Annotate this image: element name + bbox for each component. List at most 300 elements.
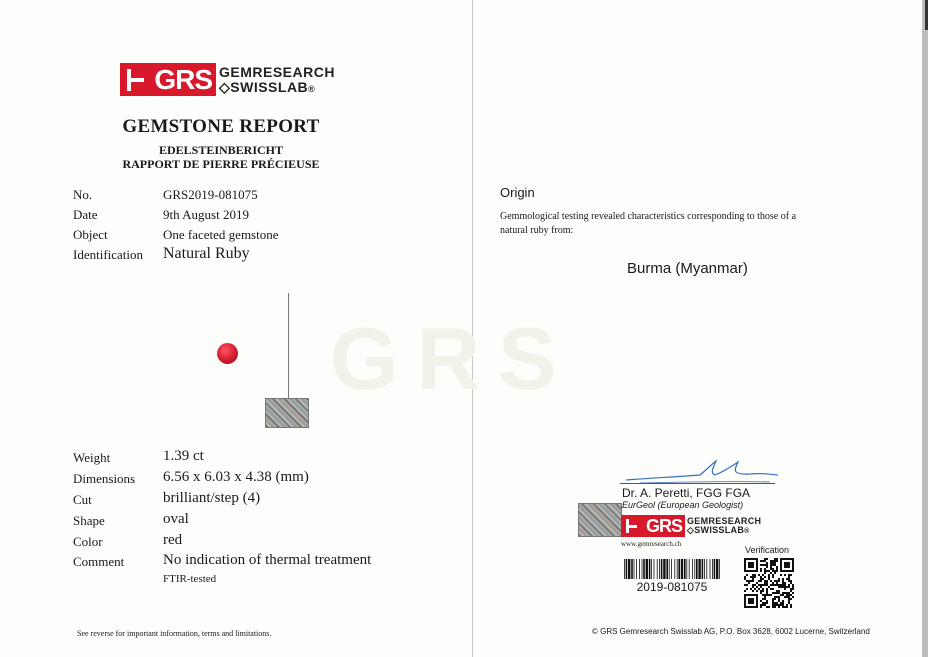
qr-module [766, 602, 768, 604]
qr-module [784, 564, 786, 566]
qr-module [774, 558, 776, 560]
qr-module [784, 586, 786, 588]
barcode-bar [654, 559, 655, 579]
qr-module [748, 564, 750, 566]
qr-module [786, 578, 788, 580]
qr-module [760, 584, 762, 586]
barcode-bar [702, 559, 704, 579]
qr-module [782, 606, 784, 608]
barcode-bar [684, 559, 686, 579]
qr-module [776, 604, 778, 606]
qr-module [782, 586, 784, 588]
qr-module [756, 586, 758, 588]
qr-module [752, 558, 754, 560]
qr-module [754, 606, 756, 608]
barcode-bar [710, 559, 711, 579]
qr-module [790, 590, 792, 592]
qr-module [772, 562, 774, 564]
barcode-bar [631, 559, 633, 579]
qr-module [744, 600, 746, 602]
qr-module [784, 588, 786, 590]
qr-module [744, 564, 746, 566]
qr-module [772, 600, 774, 602]
footer-right: © GRS Gemresearch Swisslab AG, P.O. Box 3628, 6002 Lucerne, Switzerland [592, 627, 870, 636]
barcode-bar [626, 559, 628, 579]
qr-module [780, 574, 782, 576]
hologram-seal-small [578, 503, 622, 537]
qr-module [778, 604, 780, 606]
qr-module [750, 564, 752, 566]
qr-module [752, 590, 754, 592]
qr-module [790, 570, 792, 572]
qr-module [780, 594, 782, 596]
qr-module [792, 584, 794, 586]
qr-module [772, 604, 774, 606]
qr-module [764, 572, 766, 574]
qr-module [750, 600, 752, 602]
qr-module [766, 566, 768, 568]
qr-module [766, 606, 768, 608]
barcode-bar [651, 559, 652, 579]
qr-module [792, 586, 794, 588]
qr-module [750, 594, 752, 596]
qr-module [764, 582, 766, 584]
qr-module [780, 558, 782, 560]
qr-module [770, 562, 772, 564]
qr-module [788, 566, 790, 568]
qr-module [752, 562, 754, 564]
barcode-bar [692, 559, 693, 579]
qr-module [746, 606, 748, 608]
qr-module [752, 564, 754, 566]
qr-module [764, 594, 766, 596]
qr-module [790, 598, 792, 600]
qr-module [772, 560, 774, 562]
barcode-bar [661, 559, 663, 579]
qr-module [788, 596, 790, 598]
qr-module [770, 588, 772, 590]
barcode-bar [649, 559, 651, 579]
qr-module [756, 606, 758, 608]
qr-module [788, 570, 790, 572]
qr-module [792, 566, 794, 568]
prop-value-weight: 1.39 ct [163, 448, 204, 464]
qr-module [768, 574, 770, 576]
qr-module [784, 566, 786, 568]
qr-module [772, 574, 774, 576]
qr-module [760, 564, 762, 566]
qr-module [748, 582, 750, 584]
qr-module [784, 574, 786, 576]
qr-module [788, 584, 790, 586]
qr-module [776, 590, 778, 592]
barcode-bar [681, 559, 683, 579]
qr-module [756, 570, 758, 572]
qr-module [770, 568, 772, 570]
qr-module [750, 566, 752, 568]
qr-module [754, 584, 756, 586]
signature-stroke [626, 461, 778, 480]
qr-module [764, 576, 766, 578]
detail-label-object: Object [73, 227, 108, 242]
qr-module [756, 602, 758, 604]
qr-module [764, 564, 766, 566]
qr-module [790, 582, 792, 584]
qr-module [762, 604, 764, 606]
qr-module [776, 570, 778, 572]
signature [620, 458, 780, 486]
barcode-bar [678, 559, 680, 579]
barcode-bar [666, 559, 668, 579]
barcode-bar [624, 559, 625, 579]
qr-module [772, 602, 774, 604]
barcode-bar [646, 559, 648, 579]
qr-module [762, 560, 764, 562]
qr-module [774, 606, 776, 608]
qr-module [752, 576, 754, 578]
barcode-bar [657, 559, 658, 579]
qr-module [754, 588, 756, 590]
qr-module [778, 586, 780, 588]
qr-module [766, 582, 768, 584]
qr-module [784, 596, 786, 598]
qr-module [762, 594, 764, 596]
qr-module [762, 588, 764, 590]
signatory-title: EurGeol (European Geologist) [622, 500, 744, 510]
prop-label-color: Color [73, 534, 103, 549]
qr-module [760, 590, 762, 592]
barcode-bar [706, 559, 707, 579]
qr-module [774, 572, 776, 574]
qr-module [788, 564, 790, 566]
qr-module [776, 560, 778, 562]
qr-module [790, 594, 792, 596]
qr-module [780, 566, 782, 568]
signature-line [620, 483, 775, 484]
qr-module [752, 594, 754, 596]
qr-module [752, 584, 754, 586]
qr-module [780, 562, 782, 564]
qr-module [792, 560, 794, 562]
qr-module [752, 578, 754, 580]
qr-module [788, 594, 790, 596]
signatory-name: Dr. A. Peretti, FGG FGA [622, 486, 751, 500]
detail-label-date: Date [73, 207, 98, 222]
qr-module [782, 570, 784, 572]
detail-value-date: 9th August 2019 [163, 207, 249, 222]
verification-label: Verification [745, 545, 790, 555]
qr-module [760, 592, 762, 594]
barcode-bar [719, 559, 720, 579]
qr-module [766, 592, 768, 594]
qr-module [744, 558, 746, 560]
qr-module [778, 590, 780, 592]
qr-module [760, 568, 762, 570]
qr-module [762, 564, 764, 566]
qr-module [746, 588, 748, 590]
qr-module [786, 592, 788, 594]
qr-module [778, 578, 780, 580]
qr-module [782, 594, 784, 596]
qr-module [772, 576, 774, 578]
qr-module [766, 588, 768, 590]
qr-module [776, 592, 778, 594]
qr-module [752, 606, 754, 608]
qr-module [744, 562, 746, 564]
qr-module [764, 580, 766, 582]
qr-module [774, 570, 776, 572]
qr-module [788, 600, 790, 602]
qr-module [744, 584, 746, 586]
qr-module [764, 568, 766, 570]
qr-module [752, 586, 754, 588]
qr-module [756, 596, 758, 598]
qr-module [778, 592, 780, 594]
qr-module [756, 562, 758, 564]
qr-module [776, 596, 778, 598]
pointer-line [288, 293, 289, 405]
qr-module [766, 564, 768, 566]
logo-small-line-1: GEMRESEARCH [687, 515, 762, 526]
qr-module [770, 566, 772, 568]
qr-module [762, 590, 764, 592]
qr-module [774, 560, 776, 562]
qr-module [772, 570, 774, 572]
logo-line-2: ◇SWISSLAB® [219, 78, 316, 95]
qr-module [764, 598, 766, 600]
barcode-bar [698, 559, 700, 579]
qr-module [776, 580, 778, 582]
qr-module [770, 572, 772, 574]
qr-module [784, 606, 786, 608]
qr-module [786, 564, 788, 566]
qr-module [744, 596, 746, 598]
qr-module [756, 564, 758, 566]
barcode-bar [628, 559, 630, 579]
barcode-bar [694, 559, 695, 579]
report-subtitle-fr: RAPPORT DE PIERRE PRÉCIEUSE [122, 157, 320, 171]
qr-module [758, 580, 760, 582]
swiss-cross-icon [124, 69, 146, 91]
qr-module [744, 576, 746, 578]
qr-module [788, 602, 790, 604]
qr-module [774, 596, 776, 598]
qr-module [782, 582, 784, 584]
qr-module [774, 564, 776, 566]
qr-module [792, 570, 794, 572]
qr-module [756, 568, 758, 570]
qr-code[interactable] [744, 558, 794, 608]
diamond-icon: ◇ [687, 525, 695, 535]
qr-module [744, 560, 746, 562]
qr-module [766, 584, 768, 586]
qr-module [766, 570, 768, 572]
qr-module [784, 582, 786, 584]
ruby-photo [217, 343, 238, 364]
qr-module [764, 596, 766, 598]
qr-module [790, 558, 792, 560]
qr-module [756, 594, 758, 596]
qr-module [764, 584, 766, 586]
prop-value-cut: brilliant/step (4) [163, 490, 261, 506]
qr-module [744, 602, 746, 604]
qr-module [788, 586, 790, 588]
qr-module [756, 590, 758, 592]
qr-module [756, 600, 758, 602]
qr-module [752, 580, 754, 582]
barcode-number: 2019-081075 [636, 580, 708, 594]
qr-module [746, 594, 748, 596]
qr-module [776, 566, 778, 568]
qr-module [778, 600, 780, 602]
qr-module [760, 600, 762, 602]
qr-module [792, 588, 794, 590]
origin-heading: Origin [500, 185, 535, 200]
barcode-bar [639, 559, 640, 579]
qr-module [752, 574, 754, 576]
report-title: GEMSTONE REPORT [122, 116, 320, 137]
qr-module [752, 570, 754, 572]
qr-module [782, 558, 784, 560]
qr-module [788, 578, 790, 580]
qr-module [744, 566, 746, 568]
qr-module [788, 574, 790, 576]
qr-module [744, 594, 746, 596]
qr-module [764, 570, 766, 572]
qr-module [772, 588, 774, 590]
qr-module [748, 602, 750, 604]
qr-module [762, 598, 764, 600]
qr-module [786, 566, 788, 568]
qr-module [770, 564, 772, 566]
qr-module [788, 580, 790, 582]
prop-label-cut: Cut [73, 492, 92, 507]
qr-module [756, 598, 758, 600]
qr-module [760, 606, 762, 608]
qr-module [764, 558, 766, 560]
qr-module [774, 580, 776, 582]
qr-module [790, 588, 792, 590]
qr-module [780, 564, 782, 566]
qr-module [770, 580, 772, 582]
detail-label-no: No. [73, 187, 93, 202]
qr-module [756, 604, 758, 606]
qr-module [784, 562, 786, 564]
page-edge [922, 0, 928, 657]
qr-module [744, 570, 746, 572]
qr-module [780, 568, 782, 570]
detail-value-identification: Natural Ruby [163, 245, 250, 262]
qr-module [748, 566, 750, 568]
qr-module [778, 584, 780, 586]
qr-module [786, 594, 788, 596]
qr-module [750, 562, 752, 564]
qr-module [778, 606, 780, 608]
barcode-bar [686, 559, 687, 579]
qr-module [772, 584, 774, 586]
qr-module [786, 606, 788, 608]
qr-module [758, 588, 760, 590]
grs-logo-small: GRS GEMRESEARCH ◇SWISSLAB® [621, 515, 761, 537]
qr-module [788, 598, 790, 600]
qr-module [778, 598, 780, 600]
qr-module [774, 598, 776, 600]
qr-module [758, 584, 760, 586]
barcode-bar [634, 559, 635, 579]
qr-module [760, 604, 762, 606]
qr-module [792, 562, 794, 564]
qr-module [766, 590, 768, 592]
qr-module [792, 596, 794, 598]
prop-value-color: red [163, 532, 183, 548]
origin-text: Gemmological testing revealed characteristics corresponding to those of a natural ruby from: [500, 211, 797, 236]
hologram-seal [265, 398, 309, 428]
qr-module [768, 606, 770, 608]
origin-value: Burma (Myanmar) [627, 260, 748, 277]
qr-module [746, 580, 748, 582]
qr-module [784, 592, 786, 594]
prop-label-weight: Weight [73, 450, 111, 465]
qr-module [780, 602, 782, 604]
detail-value-object: One faceted gemstone [163, 227, 279, 242]
qr-module [746, 584, 748, 586]
qr-module [748, 594, 750, 596]
qr-module [782, 602, 784, 604]
barcode-bar [674, 559, 675, 579]
qr-module [756, 558, 758, 560]
qr-module [782, 584, 784, 586]
detail-label-identification: Identification [73, 247, 144, 262]
qr-module [762, 584, 764, 586]
barcode-bar [704, 559, 705, 579]
qr-module [752, 600, 754, 602]
qr-module [780, 584, 782, 586]
detail-value-no: GRS2019-081075 [163, 187, 258, 202]
qr-module [782, 600, 784, 602]
qr-module [748, 558, 750, 560]
qr-module [762, 602, 764, 604]
qr-module [744, 598, 746, 600]
qr-module [780, 560, 782, 562]
website: www.gemresearch.ch [621, 540, 682, 548]
qr-module [792, 564, 794, 566]
qr-module [774, 602, 776, 604]
qr-module [748, 598, 750, 600]
qr-module [768, 576, 770, 578]
qr-module [750, 588, 752, 590]
qr-module [774, 592, 776, 594]
qr-module [780, 570, 782, 572]
logo-small-line-2: ◇SWISSLAB® [687, 525, 750, 535]
qr-module [746, 574, 748, 576]
qr-module [748, 580, 750, 582]
qr-module [750, 580, 752, 582]
qr-module [772, 564, 774, 566]
qr-module [768, 570, 770, 572]
qr-module [744, 590, 746, 592]
qr-module [782, 592, 784, 594]
grs-logo: GRS GEMRESEARCH ◇SWISSLAB® [120, 63, 335, 96]
qr-module [750, 570, 752, 572]
qr-module [756, 560, 758, 562]
qr-module [790, 574, 792, 576]
qr-module [754, 576, 756, 578]
qr-module [764, 604, 766, 606]
qr-module [786, 604, 788, 606]
qr-module [766, 600, 768, 602]
qr-module [788, 592, 790, 594]
qr-module [782, 578, 784, 580]
